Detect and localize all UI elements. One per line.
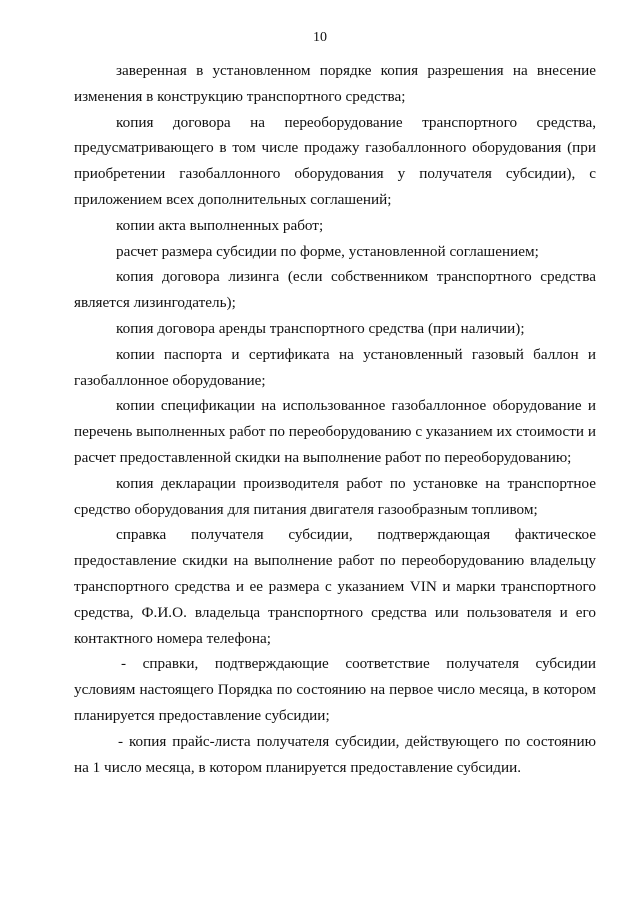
paragraph-leasing-contract-copy: копия договора лизинга (если собственником транспортного средства является лизингодатель); [74, 268, 596, 312]
paragraph-work-act-copies: копии акта выполненных работ; [116, 216, 324, 234]
paragraph-subsidy-calculation: расчет размера субсидии по форме, установленной соглашением; [116, 242, 539, 260]
paragraph-lease-contract-copy: копия договора аренды транспортного средства (при наличии); [116, 319, 525, 337]
paragraph-specification-copies: копии спецификации на использованное газобаллонное оборудование и перечень выполненных работ по переоборудованию с указанием их стоимости и расчет предоставленной скидки на выполнение работ по переоборудованию; [74, 397, 596, 466]
paragraph-passport-certificate-copies: копии паспорта и сертификата на установленный газовый баллон и газобаллонное оборудование; [74, 345, 596, 389]
paragraph-manufacturer-declaration-copy: копия декларации производителя работ по установке на транспортное средство оборудования для питания двигателя газообразным топливом; [74, 474, 596, 518]
paragraph-conversion-permit-copy: заверенная в установленном порядке копия разрешения на внесение изменения в конструкцию транспортного средства; [74, 62, 596, 105]
page-number: 10 [313, 30, 327, 45]
paragraph-discount-certificate: справка получателя субсидии, подтверждающая фактическое предоставление скидки на выполнение работ по переоборудованию владельцу транспортного средства и ее размера с указанием VIN и марки транспортного средства, Ф.И.О. владельца транспортного средства или пользователя и его контактного номера телефона; [74, 526, 596, 647]
document-body [74, 58, 596, 780]
paragraph-compliance-certificates: - справки, подтверждающие соответствие получателя субсидии условиям настоящего Порядка по состоянию на первое число месяца, в котором планируется предоставление субсидии; [74, 655, 596, 724]
paragraph-price-list-copy: - копия прайс-листа получателя субсидии, действующего по состоянию на 1 число месяца, в котором планируется предоставление субсидии. [74, 732, 596, 776]
paragraph-conversion-contract-copy: копия договора на переоборудование транспортного средства, предусматривающего в том числе продажу газобаллонного оборудования (при приобретении газобаллонного оборудования у получателя субсидии), с приложением всех дополнительных соглашений; [74, 113, 596, 208]
